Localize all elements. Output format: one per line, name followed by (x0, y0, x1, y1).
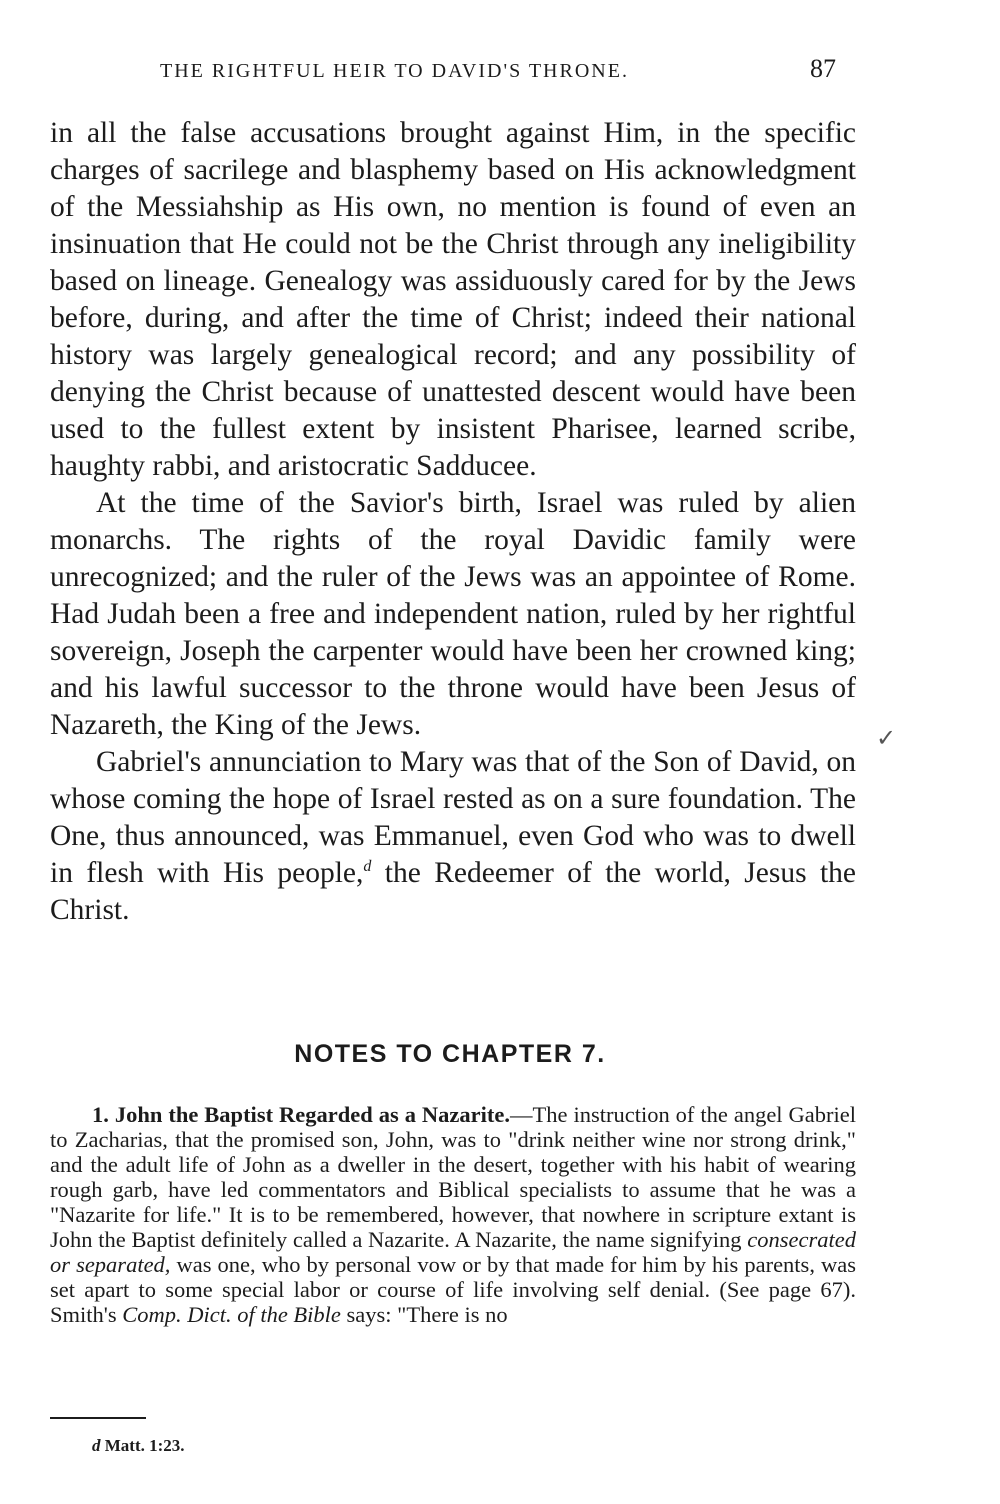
running-header: THE RIGHTFUL HEIR TO DAVID'S THRONE. (160, 60, 629, 82)
paragraph-3-text: Gabriel's annunciation to Mary was that of the Son of David, on whose coming the hope of Israel rested as on a sure foundation. The One, thus announced, was Emmanuel, even God who was to dwell in flesh with His people, (50, 746, 856, 889)
main-text (50, 115, 856, 929)
notes-heading: NOTES TO CHAPTER 7. (294, 1040, 606, 1068)
paragraph-3 (50, 744, 856, 929)
footnote-text: Matt. 1:23. (100, 1436, 185, 1455)
note-1-number: 1. (92, 1102, 109, 1127)
note-1 (50, 1102, 856, 1327)
footnote-reference: d (363, 858, 372, 876)
paragraph-1: in all the false accusations brought against Him, in the specific charges of sacrilege and blasphemy based on His acknowledgment of the Messiahship as His own, no mention is found of even an insinuation that He could not be the Christ through any ineligibility based on lineage. Genealogy was assiduously cared for by the Jews before, during, and after the time of Christ; indeed their national history was largely genealogical record; and any possibility of denying the Christ because of unattested descent would have been used to the fullest extent by insistent Pharisee, learned scribe, haughty rabbi, and aristocratic Sadducee. (50, 117, 856, 482)
note-1-text-3: says: "There is no (340, 1302, 508, 1327)
footnote (92, 1436, 185, 1456)
note-1-title: John the Baptist Regarded as a Nazarite. (114, 1102, 511, 1127)
note-1-italic-term: consecrated or separated, (50, 1227, 856, 1277)
note-1-text: —The instruction of the angel Gabriel to Zacharias, that the promised son, John, was to "drink neither wine nor strong drink," and the adult life of John as a dweller in the desert, together with his habit of wearing rough garb, have led commentators and Biblical specialists to assume that he was a "Nazarite for life." It is to be remembered, however, that nowhere in scripture extant is John the Baptist definitely called a Nazarite. A Nazarite, the name signifying (50, 1102, 856, 1252)
footnote-marker: d (92, 1436, 101, 1455)
note-1-book-title: Comp. Dict. of the Bible (122, 1302, 341, 1327)
check-mark-icon: ✓ (876, 726, 897, 752)
page-number: 87 (810, 54, 836, 83)
paragraph-2: At the time of the Savior's birth, Israel was ruled by alien monarchs. The rights of the royal Davidic family were unrecognized; and the ruler of the Jews was an appointee of Rome. Had Judah been a free and independent nation, ruled by her rightful sovereign, Joseph the carpenter would have been her crowned king; and his lawful successor to the throne would have been Jesus of Nazareth, the King of the Jews. (50, 487, 856, 741)
footnote-divider (50, 1417, 146, 1419)
paragraph-3-end: the Redeemer of the world, Jesus the Christ. (50, 857, 856, 926)
note-1-text-2: was one, who by personal vow or by that made for him by his parents, was set apart to some special labor or course of life involving self denial. (See page 67). Smith's (50, 1252, 856, 1327)
